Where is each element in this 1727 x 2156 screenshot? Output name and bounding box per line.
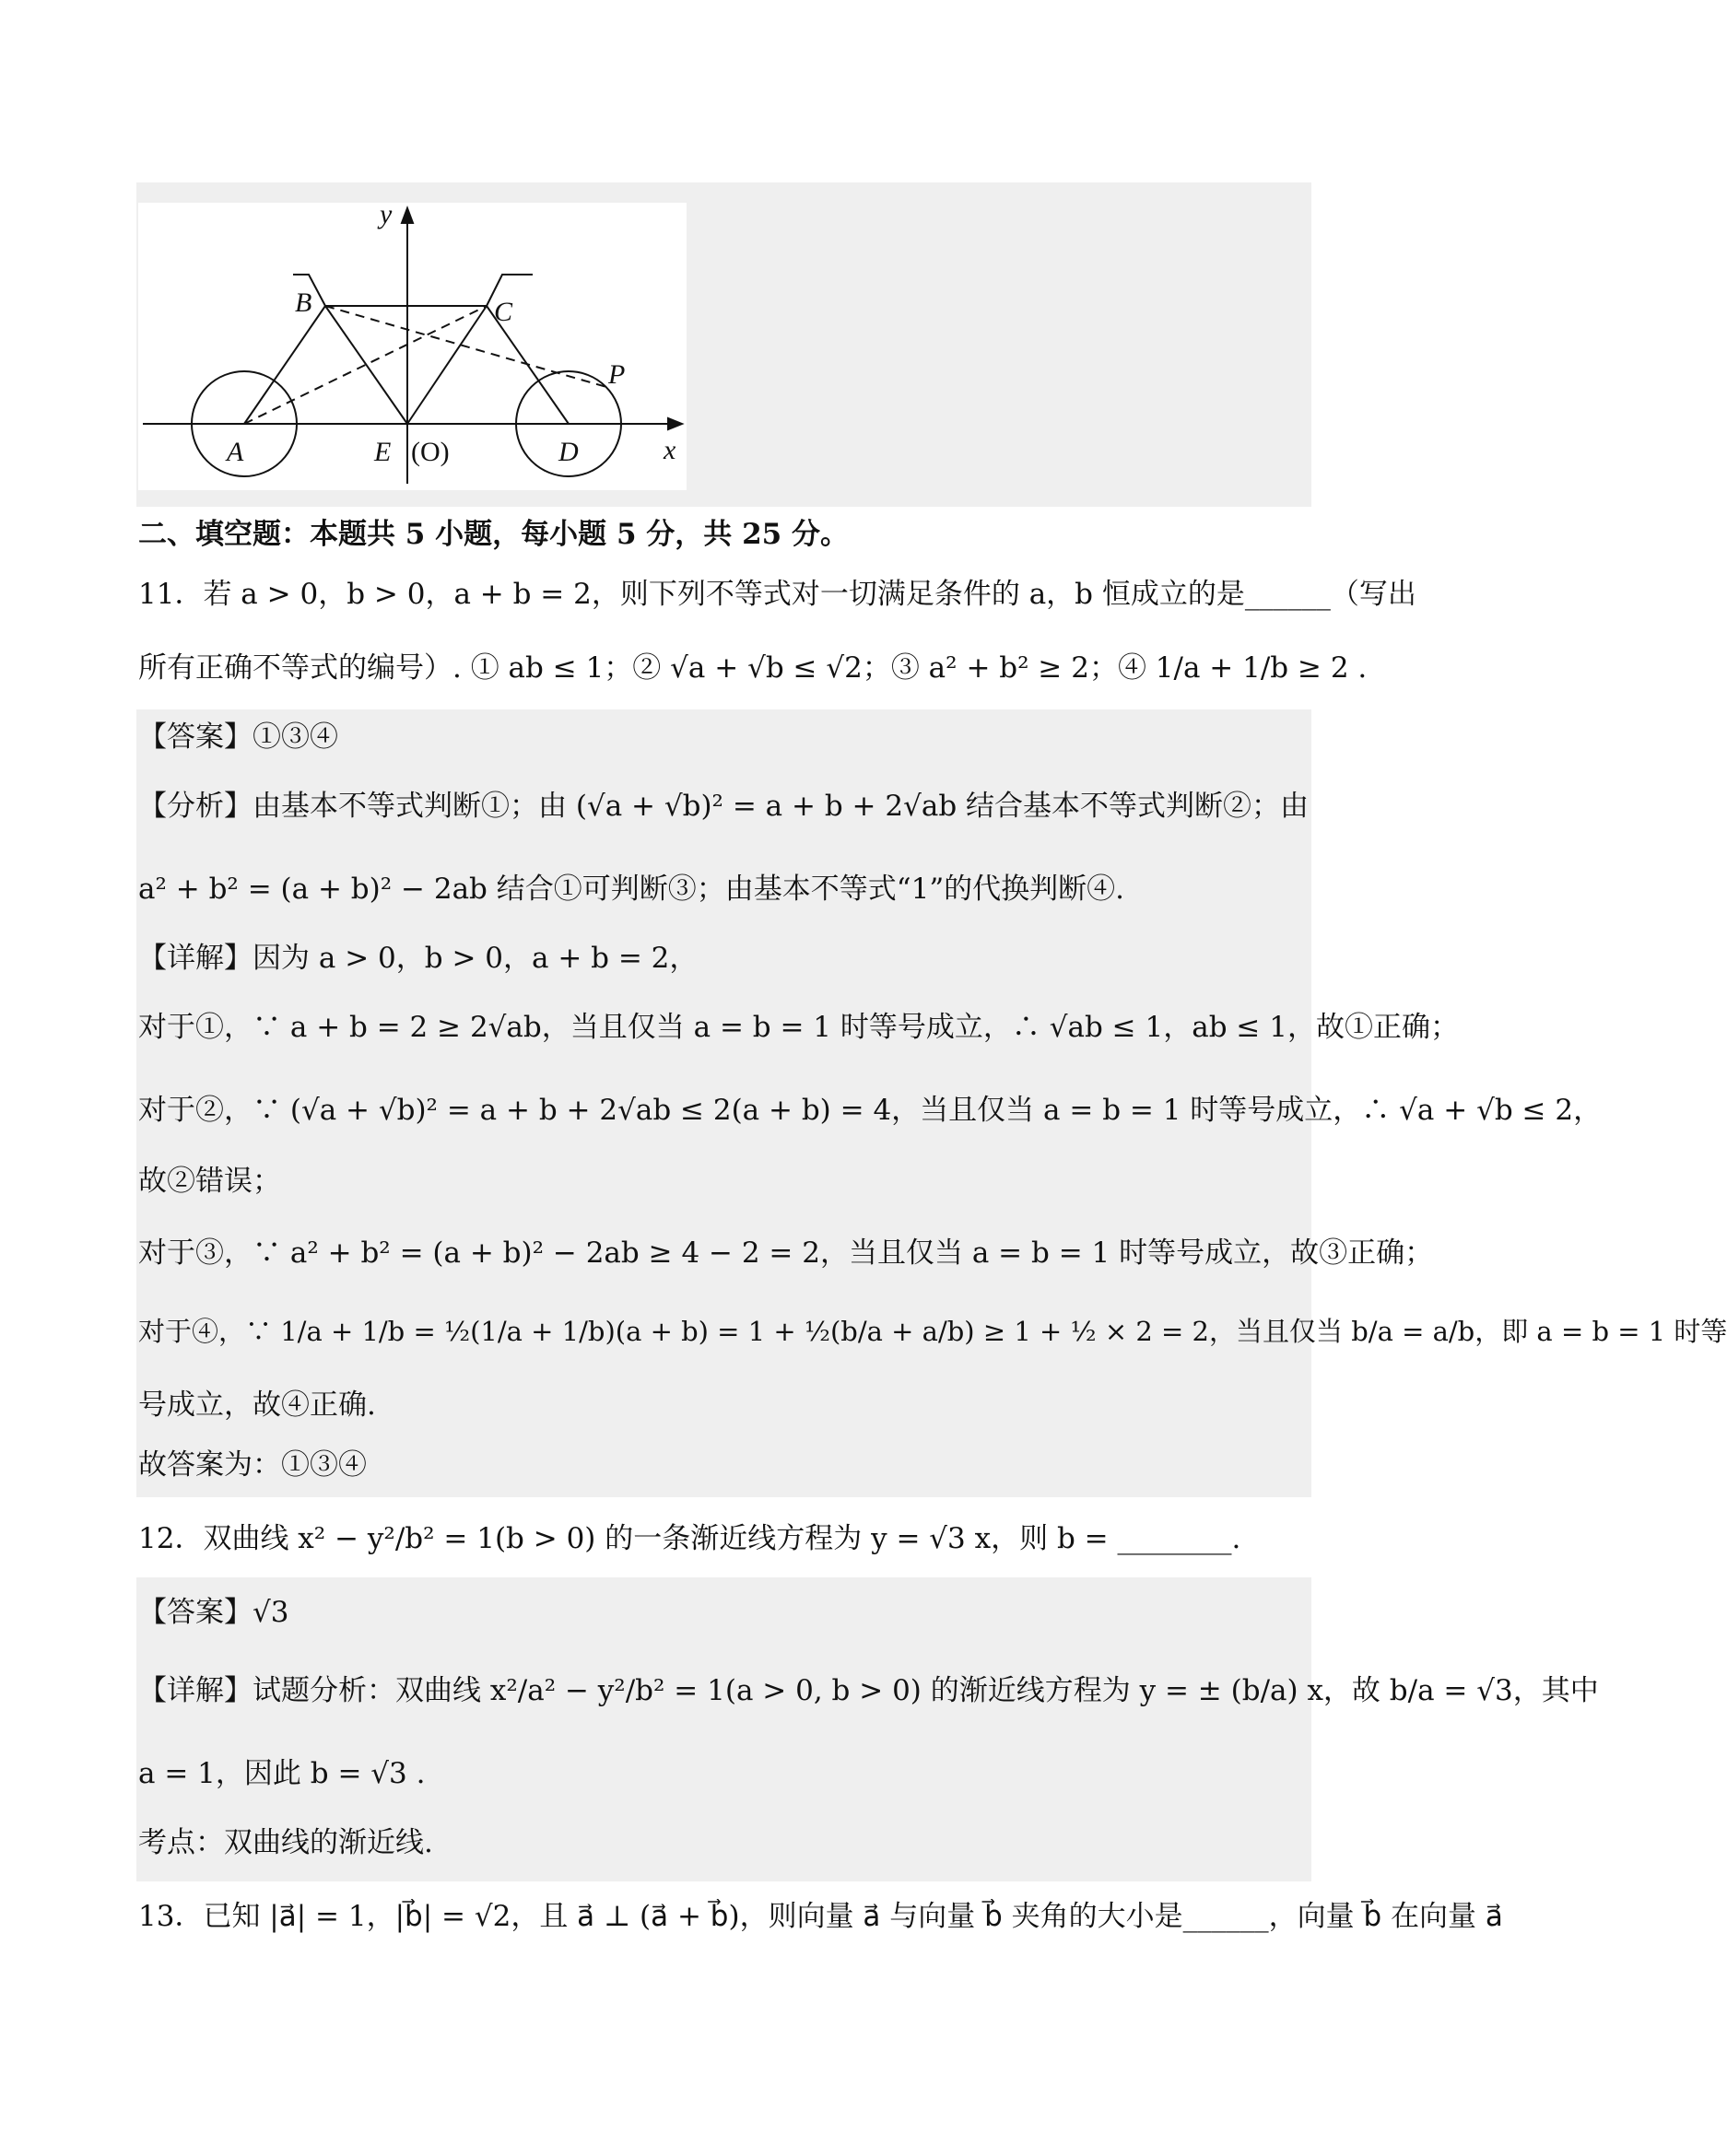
q12-note: 考点：双曲线的渐近线.: [138, 1826, 433, 1859]
label-c: C: [494, 297, 513, 327]
q11-detail-line1: 【详解】因为 a > 0，b > 0，a + b = 2，: [138, 942, 699, 975]
q12-detail-line1: 【详解】试题分析：双曲线 x²/a² − y²/b² = 1(a > 0, b > 0) 的渐近线方程为 y = ± (b/a) x，故 b/a = √3，其中: [138, 1674, 1599, 1707]
q13-stem: 13．已知 |a⃗| = 1，|b⃗| = √2，且 a⃗ ⊥ (a⃗ + b⃗)，则向量 a⃗ 与向量 b⃗ 夹角的大小是______，向量 b⃗ 在向量 a⃗: [138, 1900, 1503, 1933]
q11-answer: 【答案】①③④: [138, 721, 338, 754]
q12-answer: 【答案】√3: [138, 1596, 289, 1629]
section-title: 二、填空题：本题共 5 小题，每小题 5 分，共 25 分。: [138, 518, 850, 551]
label-e: E: [374, 437, 392, 467]
q11-analysis-line2: a² + b² = (a + b)² − 2ab 结合①可判断③；由基本不等式“1”的代换判断④.: [138, 873, 1125, 906]
q11-stem-line2: 所有正确不等式的编号）. ① ab ≤ 1；② √a + √b ≤ √2；③ a² + b² ≥ 2；④ 1/a + 1/b ≥ 2 .: [138, 651, 1368, 685]
q12-stem: 12．双曲线 x² − y²/b² = 1(b > 0) 的一条渐近线方程为 y = √3 x，则 b = ________.: [138, 1522, 1241, 1555]
q11-detail-line3: 对于②，∵ (√a + √b)² = a + b + 2√ab ≤ 2(a + b) = 4，当且仅当 a = b = 1 时等号成立，∴ √a + √b ≤ 2，: [138, 1094, 1603, 1127]
label-o: (O): [411, 437, 450, 467]
q12-detail-line2: a = 1，因此 b = √3 .: [138, 1757, 426, 1790]
q11-analysis-line1: 【分析】由基本不等式判断①；由 (√a + √b)² = a + b + 2√ab 结合基本不等式判断②；由: [138, 790, 1310, 823]
q11-detail-line7: 号成立，故④正确.: [138, 1389, 376, 1422]
label-b: B: [295, 287, 312, 318]
label-p: P: [608, 359, 626, 390]
bicycle-coordinate-figure: [138, 199, 687, 490]
q11-stem-line1: 11．若 a > 0，b > 0，a + b = 2，则下列不等式对一切满足条件的 a，b 恒成立的是______（写出: [138, 578, 1416, 611]
label-y: y: [380, 199, 393, 229]
q11-detail-line5: 对于③，∵ a² + b² = (a + b)² − 2ab ≥ 4 − 2 = 2，当且仅当 a = b = 1 时等号成立，故③正确；: [138, 1236, 1434, 1270]
q11-detail-line2: 对于①，∵ a + b = 2 ≥ 2√ab，当且仅当 a = b = 1 时等号成立，∴ √ab ≤ 1，ab ≤ 1，故①正确；: [138, 1011, 1459, 1044]
q11-detail-line4: 故②错误；: [138, 1165, 281, 1198]
label-d: D: [558, 437, 579, 467]
q11-final-answer: 故答案为：①③④: [138, 1448, 367, 1482]
label-a: A: [227, 437, 244, 467]
label-x: x: [664, 435, 676, 465]
q11-detail-line6: 对于④，∵ 1/a + 1/b = ½(1/a + 1/b)(a + b) = 1 + ½(b/a + a/b) ≥ 1 + ½ × 2 = 2，当且仅当 b/a = a/b，即 a = b = 1 时等: [138, 1316, 1727, 1347]
